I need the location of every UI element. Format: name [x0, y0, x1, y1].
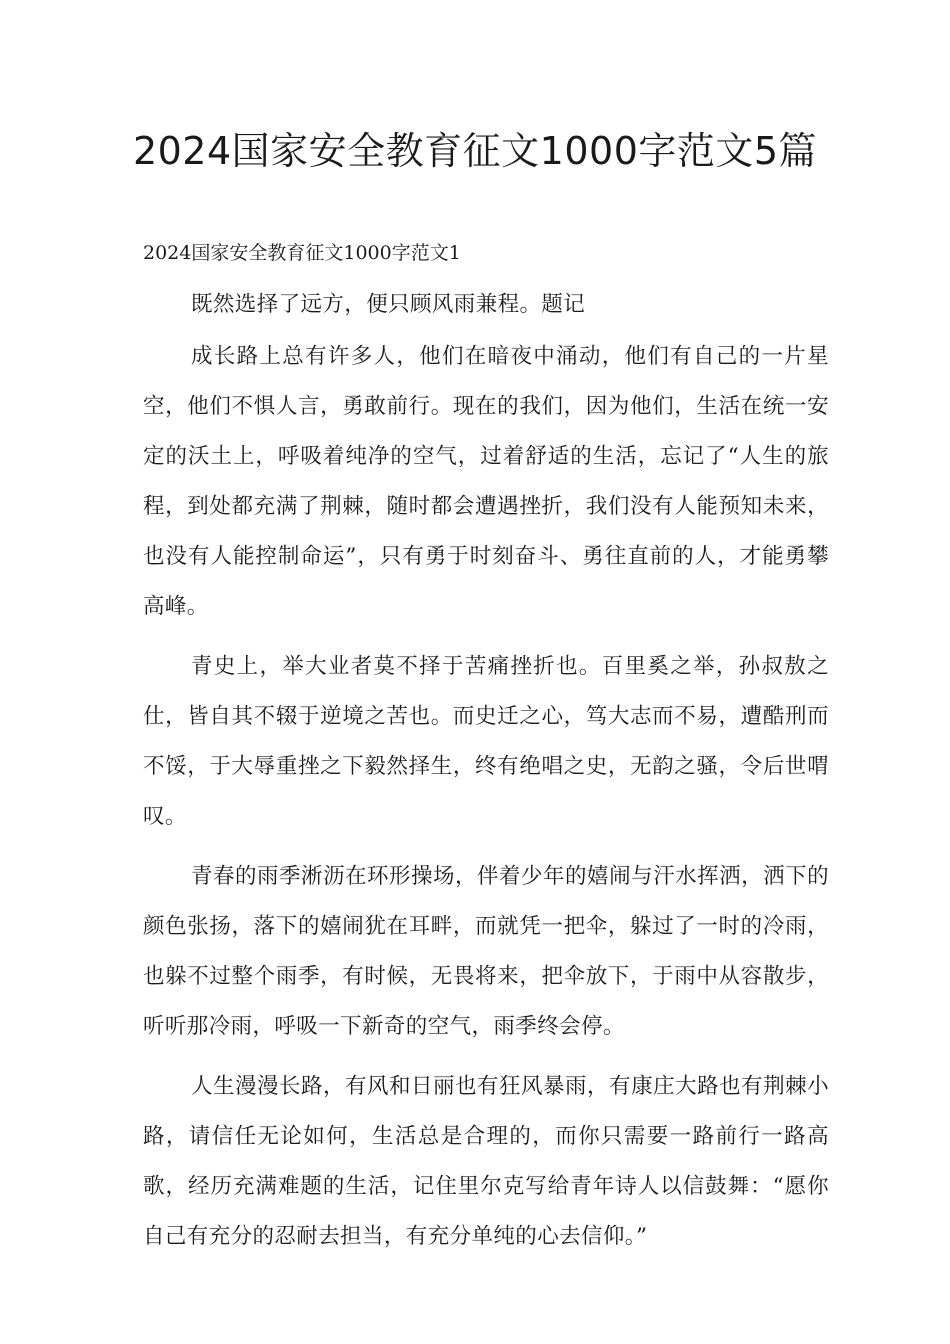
- document-title: 2024国家安全教育征文1000字范文5篇: [132, 129, 818, 173]
- paragraph: 成长路上总有许多人，他们在暗夜中涌动，他们有自己的一片星空，他们不惧人言，勇敢前行。现在的我们，因为他们，生活在统一安定的沃土上，呼吸着纯净的空气，过着舒适的生活，忘记了“人生的旅程，到处都充满了荆棘，随时都会遭遇挫折，我们没有人能预知未来，也没有人能控制命运”，只有勇于时刻奋斗、勇往直前的人，才能勇攀高峰。: [143, 344, 829, 619]
- paragraph: 青春的雨季淅沥在环形操场，伴着少年的嬉闹与汗水挥洒，洒下的颜色张扬，落下的嬉闹犹在耳畔，而就凭一把伞，躲过了一时的冷雨，也躲不过整个雨季，有时候，无畏将来，把伞放下，于雨中从容散步，听听那冷雨，呼吸一下新奇的空气，雨季终会停。: [143, 864, 829, 1039]
- document-body: [143, 280, 829, 1272]
- paragraph: 人生漫漫长路，有风和日丽也有狂风暴雨，有康庄大路也有荆棘小路，请信任无论如何，生活总是合理的，而你只需要一路前行一路高歌，经历充满难题的生活，记住里尔克写给青年诗人以信鼓舞：“愿你自己有充分的忍耐去担当，有充分单纯的心去信仰。”: [143, 1074, 829, 1249]
- section-heading: 2024国家安全教育征文1000字范文1: [143, 242, 461, 264]
- paragraph: 青史上，举大业者莫不择于苦痛挫折也。百里奚之举，孙叔敖之仕，皆自其不辍于逆境之苦也。而史迁之心，笃大志而不易，遭酷刑而不馁，于大辱重挫之下毅然择生，终有绝唱之史，无韵之骚，令后世喟叹。: [143, 654, 829, 829]
- paragraph-epigraph: 既然选择了远方，便只顾风雨兼程。题记: [191, 292, 586, 317]
